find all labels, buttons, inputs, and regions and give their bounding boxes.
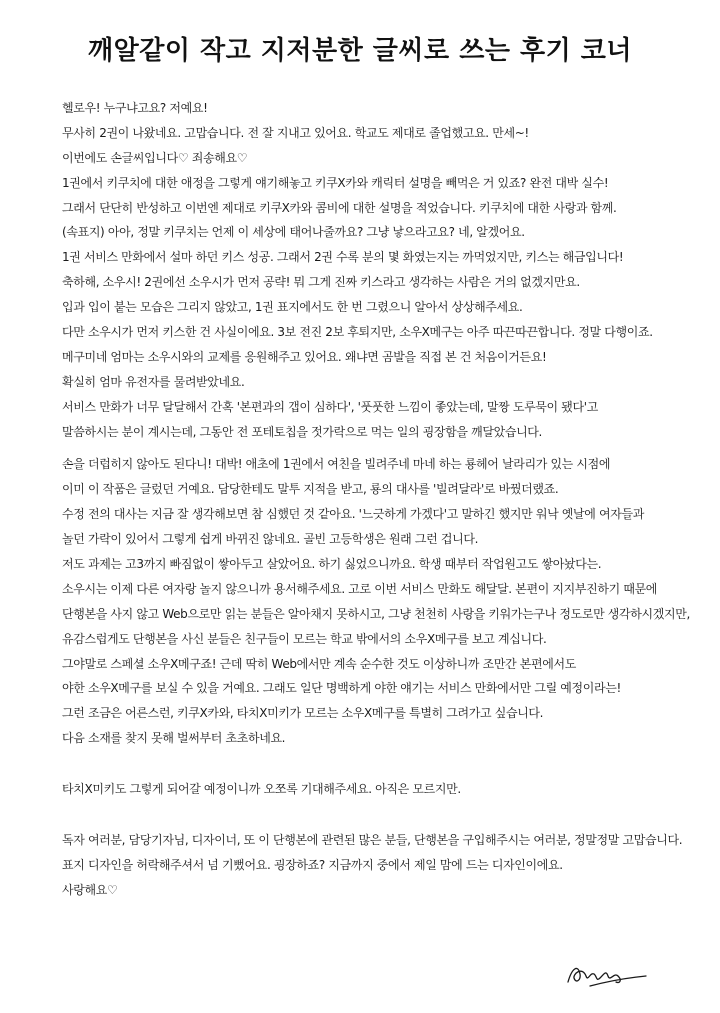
text-line: 이미 이 작품은 글렀던 거예요. 담당한테도 말투 지적을 받고, 룡의 대사를 '빌려달라'로 바꿨더랬죠. bbox=[62, 482, 559, 497]
text-line: 수정 전의 대사는 지금 잘 생각해보면 참 심했던 것 같아요. '느긋하게 가겠다'고 말하긴 했지만 워낙 옛날에 여자들과 bbox=[62, 507, 644, 522]
author-signature bbox=[560, 956, 650, 996]
paragraph-gap bbox=[62, 444, 702, 452]
text-line: 축하해, 소우시! 2권에선 소우시가 먼저 공략! 뭐 그게 진짜 키스라고 생각하는 사람은 거의 없겠지만요. bbox=[62, 275, 580, 290]
text-line: 타치X미키도 그렇게 되어갈 예정이니까 오쪼록 기대해주세요. 아직은 모르지만. bbox=[62, 782, 461, 797]
text-line: 소우시는 이제 다른 여자랑 놀지 않으니까 용서해주세요. 고로 이번 서비스 만화도 해달달. 본편이 지지부진하기 때문에 bbox=[62, 581, 658, 596]
text-line: 서비스 만화가 너무 달달해서 간혹 '본편과의 갭이 심하다', '풋풋한 느낌이 좋았는데, 말짱 도루묵이 됐다'고 bbox=[62, 399, 598, 414]
text-line: 그래서 단단히 반성하고 이번엔 제대로 키쿠X카와 콤비에 대한 설명을 적었습니다. 키쿠치에 대한 사랑과 함께. bbox=[62, 200, 617, 215]
text-line: 야한 소우X메구를 보실 수 있을 거예요. 그래도 일단 명백하게 야한 얘기는 서비스 만화에서만 그릴 예정이라는! bbox=[62, 681, 621, 696]
text-line: 헬로우! 누구냐고요? 저예요! bbox=[62, 101, 208, 115]
text-line: 단행본을 사지 않고 Web으로만 읽는 분들은 알아채지 못하시고, 그냥 천천히 사랑을 키워가는구나 정도로만 생각하시겠지만, bbox=[62, 606, 690, 621]
text-line: 1권 서비스 만화에서 설마 하던 키스 성공. 그래서 2권 수록 분의 몇 화였는지는 까먹었지만, 키스는 해금입니다! bbox=[62, 250, 624, 265]
text-line: 손을 더럽히지 않아도 된다니! 대박! 애초에 1권에서 여친을 빌려주네 마네 하는 룡헤어 날라리가 있는 시점에 bbox=[62, 457, 611, 472]
text-line: 사랑해요♡ bbox=[62, 882, 118, 897]
page-title: 깨알같이 작고 지저분한 글씨로 쓰는 후기 코너 bbox=[87, 36, 632, 66]
text-line: 입과 입이 붙는 모습은 그리지 않았고, 1권 표지에서도 한 번 그렸으니 알아서 상상해주세요. bbox=[62, 300, 523, 315]
text-line: 1권에서 키쿠치에 대한 애정을 그렇게 얘기해놓고 키쿠X카와 캐릭터 설명을 빼먹은 거 있죠? 완전 대박 실수! bbox=[62, 175, 609, 190]
text-line: 그야말로 스페셜 소우X메구죠! 근데 딱히 Web에서만 계속 순수한 것도 이상하니까 조만간 본편에서도 bbox=[62, 656, 576, 671]
text-line: (속표지) 아아, 정말 키쿠치는 언제 이 세상에 태어나줄까요? 그냥 낳으라고요? 네, 알겠어요. bbox=[62, 225, 525, 240]
text-line: 확실히 엄마 유전자를 물려받았네요. bbox=[62, 374, 245, 389]
paragraph-gap bbox=[62, 802, 702, 828]
paragraph-gap bbox=[62, 751, 702, 777]
text-line: 놀던 가락이 있어서 그렇게 쉽게 바뀌진 않네요. 골빈 고등학생은 원래 그런 겁니다. bbox=[62, 532, 479, 547]
text-line: 무사히 2권이 나왔네요. 고맙습니다. 전 잘 지내고 있어요. 학교도 제대로 졸업했고요. 만세~! bbox=[62, 125, 529, 140]
text-line: 저도 과제는 고3까지 빠짐없이 쌓아두고 살았어요. 하기 싫었으니까요. 학생 때부터 작업원고도 쌓아놨다는. bbox=[62, 557, 602, 572]
text-line: 표지 디자인을 허락해주셔서 넘 기뻤어요. 굉장하죠? 지금까지 중에서 제일 맘에 드는 디자인이에요. bbox=[62, 857, 563, 872]
text-line: 유감스럽게도 단행본을 사신 분들은 친구들이 모르는 학교 밖에서의 소우X메구를 보고 계십니다. bbox=[62, 631, 547, 646]
text-line: 이번에도 손글씨입니다♡ 죄송해요♡ bbox=[62, 150, 248, 165]
text-line: 다만 소우시가 먼저 키스한 건 사실이에요. 3보 전진 2보 후퇴지만, 소우X메구는 아주 따끈따끈합니다. 정말 다행이죠. bbox=[62, 325, 653, 340]
text-line: 말씀하시는 분이 계시는데, 그동안 전 포테토칩을 젓가락으로 먹는 일의 굉장함을 깨달았습니다. bbox=[62, 424, 543, 439]
text-line: 독자 여러분, 담당기자님, 디자이너, 또 이 단행본에 관련된 많은 분들, 단행본을 구입해주시는 여러분, 정말정말 고맙습니다. bbox=[62, 833, 683, 848]
text-line: 메구미네 엄마는 소우시와의 교제를 응원해주고 있어요. 왜냐면 곰발을 직접 본 건 처음이거든요! bbox=[62, 349, 547, 364]
text-line: 다음 소재를 찾지 못해 벌써부터 초초하네요. bbox=[62, 731, 286, 746]
text-line: 그런 조금은 어른스런, 키쿠X카와, 타치X미키가 모르는 소우X메구를 특별히 그려가고 싶습니다. bbox=[62, 706, 544, 721]
afterword-body bbox=[62, 96, 702, 903]
